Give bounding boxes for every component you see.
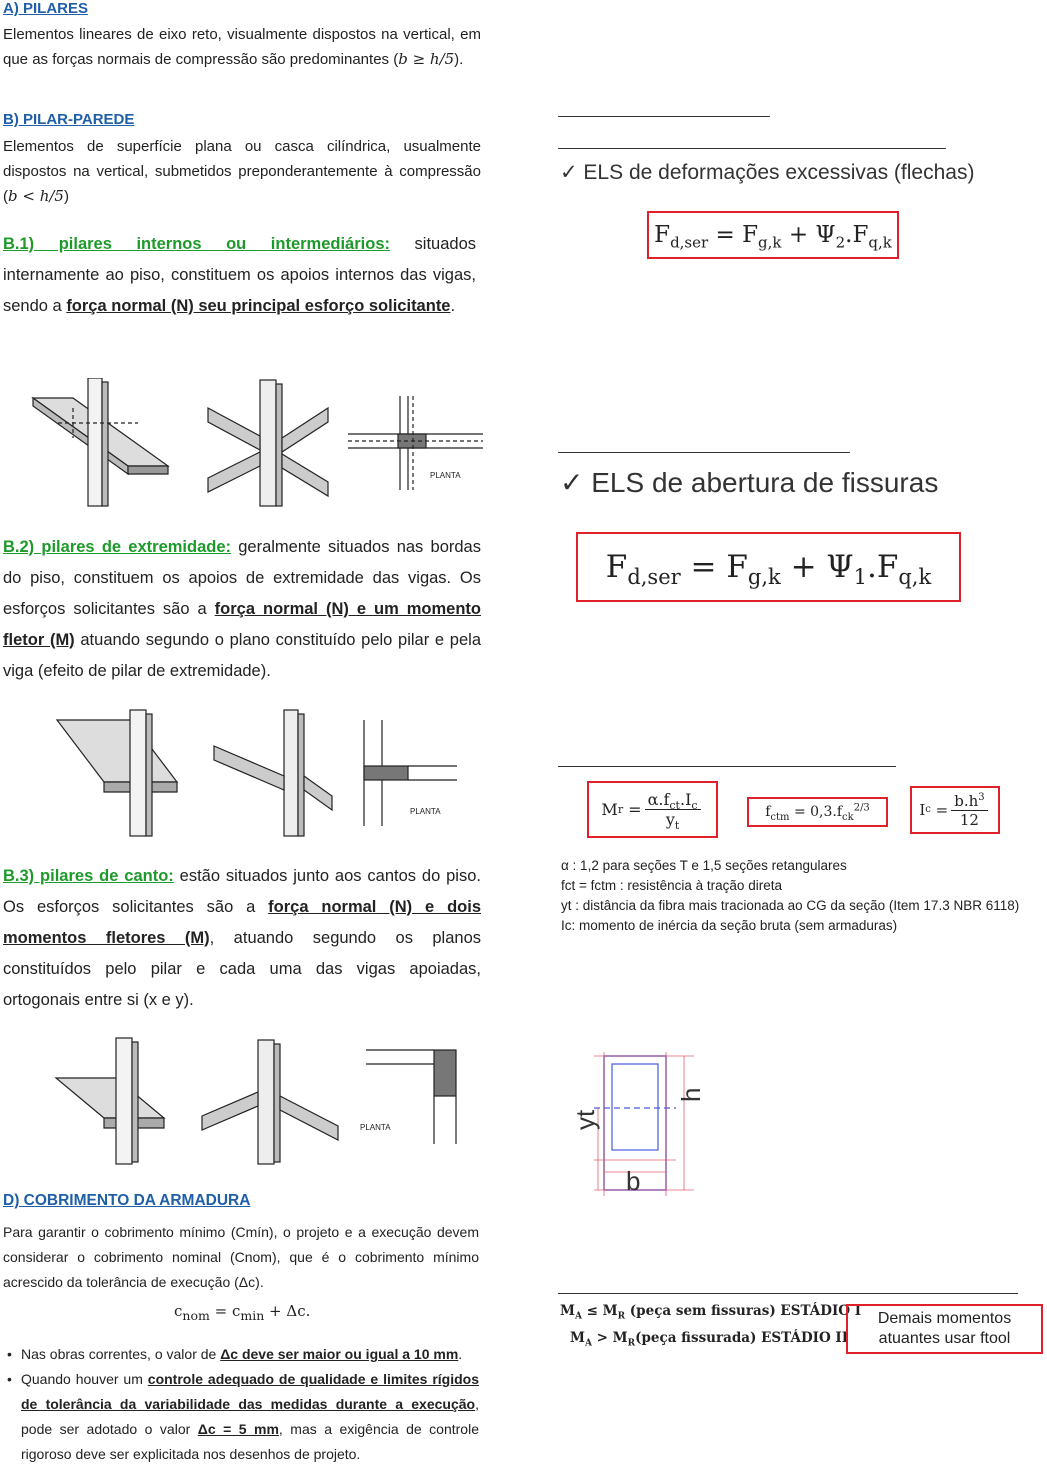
section-a-text: Elementos lineares de eixo reto, visualmente dispostos na vertical, em que as forças normais de compressão são predominantes (b ≥ h/5). (3, 26, 481, 68)
section-label-h: h (676, 1087, 706, 1102)
divider (558, 766, 896, 767)
section-b2-text: B.2) pilares de extremidade: geralmente situados nas bordas do piso, constituem os apoios de extremidade das vigas. Os esforços solicitantes são a força normal (N) e um momento fletor (M) atuando segundo o plano constituído pelo pilar e pela viga (efeito de pilar de extremidade). (3, 538, 481, 680)
legend-alpha: α : 1,2 para seções T e 1,5 seções retangulares (561, 858, 847, 873)
section-b1-title: B.1) pilares internos ou intermediários: (3, 235, 390, 253)
formula-box-deformacoes: $F_{d,ser} = F_{g,k} + \Psi_2.F_{q,k}$ (647, 211, 899, 259)
corner-pillar-figure (52, 1034, 472, 1166)
divider (558, 116, 770, 117)
divider (558, 148, 946, 149)
estadio-i-line: $M_A \le M_R$ (peça sem fissuras) ESTÁDIO I (560, 1303, 862, 1322)
edge-pillar-figure (52, 706, 462, 838)
planta-label-1: PLANTA (430, 471, 461, 480)
section-label-b: b (626, 1166, 641, 1196)
ic-formula-box: I c = $\frac{b.h^3}{12}$ (910, 786, 1000, 834)
bullet-item: • Quando houver um controle adequado de qualidade e limites rígidos de tolerância da variabilidade das medidas durante a execução, pode ser adotado o valor Δc = 5 mm, mas a exigência de controle rigoroso deve ser explicitada nos desenhos de projeto. (21, 1367, 479, 1467)
section-b3-title: B.3) pilares de canto: (3, 867, 174, 885)
section-b1-text: B.1) pilares internos ou intermediários: situados internamente ao piso, constituem os apoios internos das vigas, sendo a força normal (N) seu principal esforço solicitante. (3, 235, 476, 315)
divider (558, 452, 850, 453)
section-d-text: Para garantir o cobrimento mínimo (Cmín), o projeto e a execução devem considerar o cobrimento nominal (Cnom), que é o cobrimento mínimo acrescido da tolerância de execução (Δc). (3, 1224, 479, 1290)
section-b-title: B) PILAR-PAREDE (3, 111, 135, 128)
section-b-text: Elementos de superfície plana ou casca cilíndrica, usualmente dispostos na vertical, submetidos preponderantemente à compressão (b < h/5) (3, 138, 481, 205)
cobrimento-bullets (5, 1342, 479, 1467)
estadio-ii-line: $M_A$ > $M_R(peça$ fissurada) ESTÁDIO II (570, 1330, 849, 1349)
divider (558, 1293, 1018, 1294)
section-a-title: A) PILARES (3, 0, 89, 17)
section-b3-text: B.3) pilares de canto: estão situados junto aos cantos do piso. Os esforços solicitantes são a força normal (N) e dois momentos fletores (M), atuando segundo os planos constituídos pelo pilar e cada uma das vigas apoiadas, ortogonais entre si (x e y). (3, 867, 482, 1009)
cnom-formula: $c_{nom} = c_{min} + \Delta c$. (174, 1302, 311, 1323)
section-b2-title: B.2) pilares de extremidade: (3, 538, 232, 556)
planta-label-3: PLANTA (360, 1123, 391, 1132)
legend-fct: fct = fctm : resistência à tração direta (561, 878, 782, 893)
els-deformacoes-title: ✓ ELS de deformações excessivas (flechas) (560, 161, 975, 184)
legend-ic: Ic: momento de inércia da seção bruta (sem armaduras) (561, 918, 898, 933)
mr-formula-box: M r = $\frac{\alpha.f_{ct}.I_c}{y_t}$ (587, 781, 718, 838)
section-d-title: D) COBRIMENTO DA ARMADURA (3, 1192, 251, 1209)
legend-list (561, 856, 1043, 936)
note-box: Demais momentos atuantes usar ftool (846, 1304, 1043, 1354)
legend-yt: yt : distância da fibra mais tracionada ao CG da seção (Item 17.3 NBR 6118) (561, 898, 1020, 913)
fctm-formula-box: $f_{ctm} = 0,3.f_{ck}^{2/3}$ (747, 797, 888, 827)
section-label-yt: yt (570, 1109, 600, 1130)
planta-label-2: PLANTA (410, 807, 441, 816)
formula-box-fissuras: $F_{d,ser} = F_{g,k} + \Psi_1.F_{q,k}$ (576, 532, 961, 602)
internal-pillar-figure (28, 378, 488, 508)
bullet-item: • Nas obras correntes, o valor de Δc deve ser maior ou igual a 10 mm. (21, 1342, 479, 1367)
section-diagram (558, 1050, 708, 1200)
els-fissuras-title: ✓ ELS de abertura de fissuras (560, 467, 939, 498)
